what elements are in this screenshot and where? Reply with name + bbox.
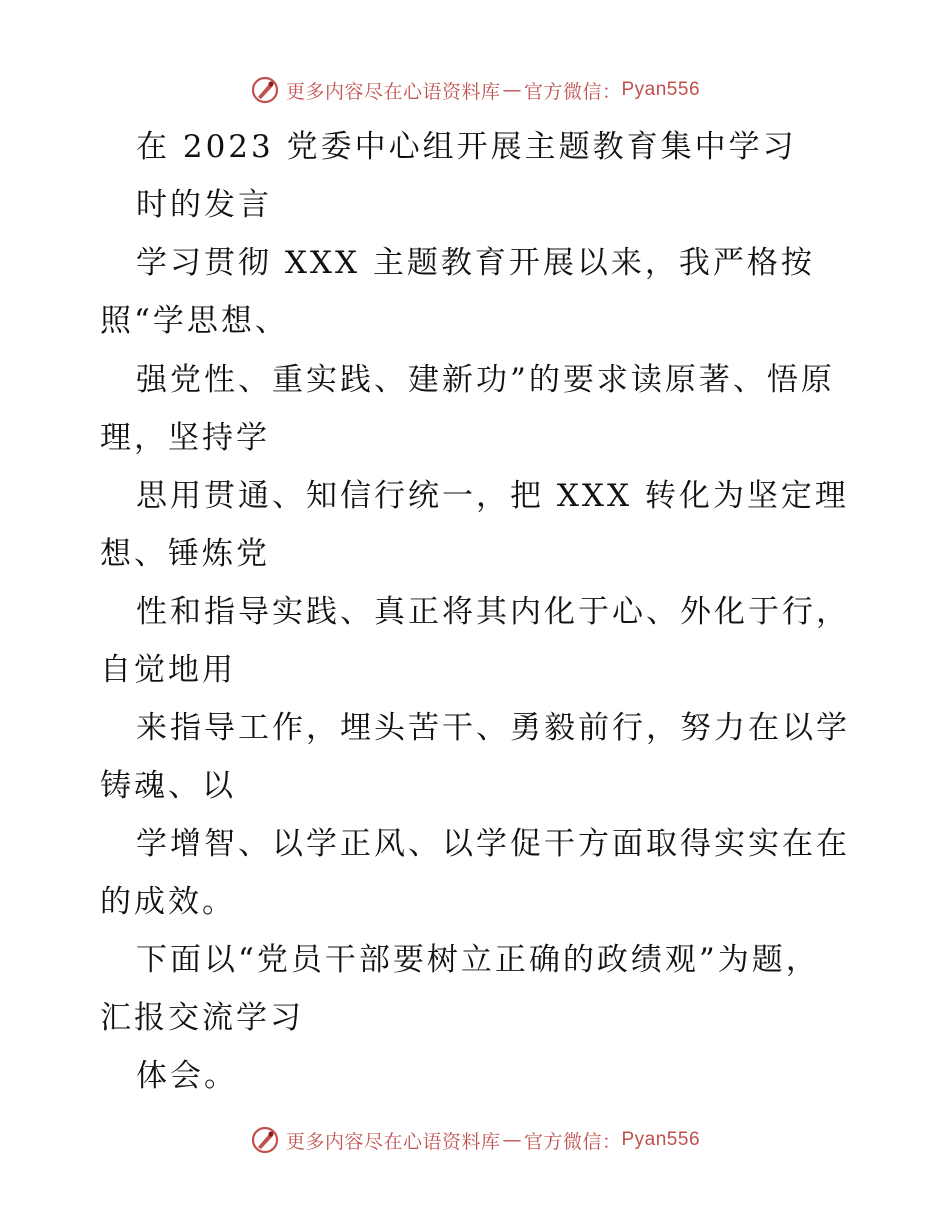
body-line: 体会。 [136, 1058, 238, 1094]
body-line: 思用贯通、知信行统一，把 XXX 转化为坚定理 [136, 478, 849, 514]
body-line: 学习贯彻 XXX 主题教育开展以来，我严格按 [136, 245, 815, 281]
watermark-separator: — [502, 1129, 522, 1151]
body-line: 铸魂、以 [100, 768, 236, 804]
body-line: 理，坚持学 [100, 420, 270, 456]
body-line: 学增智、以学正风、以学促干方面取得实实在在 [136, 826, 850, 862]
quill-pen-seal-icon [250, 1125, 280, 1155]
body-line: 的成效。 [100, 884, 236, 920]
body-line: 汇报交流学习 [100, 1000, 304, 1036]
watermark-label: 官方微信： [523, 1130, 622, 1153]
watermark-label: 官方微信： [523, 80, 622, 103]
watermark-separator: — [502, 79, 522, 101]
watermark-wechat-id: Pyan556 [621, 1129, 701, 1150]
body-line: 来指导工作，埋头苦干、勇毅前行，努力在以学 [136, 710, 850, 746]
body-line: 照“学思想、 [100, 303, 289, 339]
body-line: 自觉地用 [100, 652, 236, 688]
body-line: 性和指导实践、真正将其内化于心、外化于行， [136, 594, 850, 630]
watermark-text: 更多内容尽在心语资料库 [285, 1130, 501, 1153]
watermark-wechat-id: Pyan556 [621, 79, 701, 100]
body-line: 下面以“党员干部要树立正确的政绩观”为题， [136, 942, 820, 978]
watermark-text: 更多内容尽在心语资料库 [285, 80, 501, 103]
body-line: 想、锤炼党 [100, 536, 270, 572]
title-line-1: 在 2023 党委中心组开展主题教育集中学习 [136, 129, 797, 165]
body-line: 强党性、重实践、建新功”的要求读原著、悟原 [136, 362, 835, 398]
footer-watermark [0, 1120, 950, 1160]
title-line-2: 时的发言 [136, 187, 272, 223]
